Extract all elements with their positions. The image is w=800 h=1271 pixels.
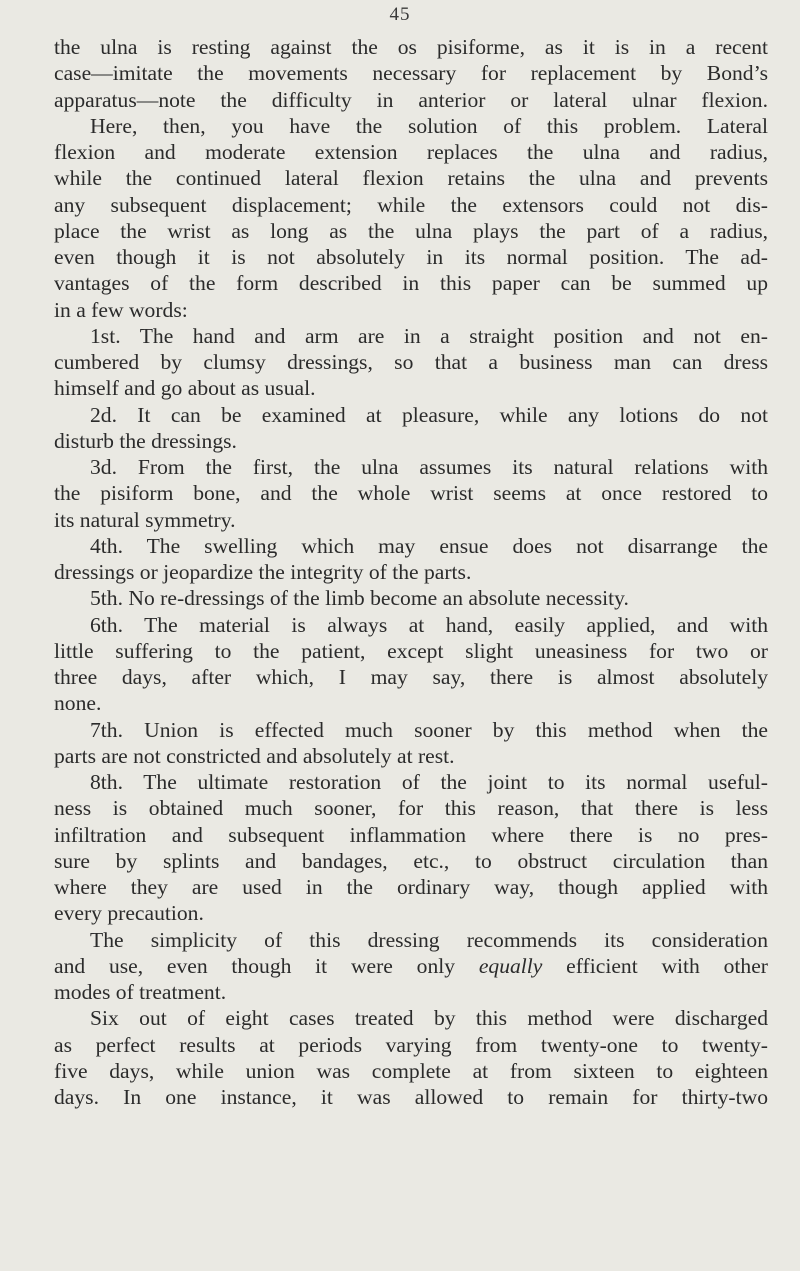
- text-line: where they are used in the ordinary way, though applied with: [54, 875, 768, 899]
- text-line: days. In one instance, it was allowed to remain for thirty-two: [54, 1085, 768, 1109]
- text-line: 2d. It can be examined at pleasure, while any lotions do not: [90, 402, 768, 427]
- text-line: 5th. No re-dressings of the limb become an absolute necessity.: [90, 586, 629, 611]
- text-line: as perfect results at periods varying from twenty-one to twenty-: [54, 1032, 768, 1057]
- text-line: himself and go about as usual.: [54, 376, 316, 401]
- text-line: 6th. The material is always at hand, easily applied, and with: [90, 612, 768, 637]
- text-line: 8th. The ultimate restoration of the joint to its normal useful-: [90, 770, 768, 794]
- text-line: The simplicity of this dressing recommends its consideration: [90, 927, 768, 952]
- text-line: infiltration and subsequent inflammation where there is no pres-: [54, 822, 768, 847]
- page-number: 45: [389, 4, 411, 25]
- text-line: dressings or jeopardize the integrity of the parts.: [54, 560, 472, 584]
- text-line: its natural symmetry.: [54, 507, 236, 532]
- text-line: parts are not constricted and absolutely at rest.: [54, 743, 455, 768]
- text-line: apparatus—note the difficulty in anterior or lateral ulnar flexion.: [54, 87, 768, 112]
- text-line: disturb the dressings.: [54, 428, 237, 453]
- text-line: sure by splints and bandages, etc., to obstruct circulation than: [54, 848, 768, 873]
- text-line: modes of treatment.: [54, 980, 227, 1004]
- text-line: 4th. The swelling which may ensue does not disarrange the: [90, 533, 768, 558]
- text-line: and use, even though it were only equally efficient with other: [54, 953, 768, 978]
- text-line: 3d. From the first, the ulna assumes its natural relations with: [90, 455, 768, 479]
- text-line: every precaution.: [54, 901, 204, 926]
- text-line: the pisiform bone, and the whole wrist seems at once restored to: [54, 481, 768, 506]
- text-line: little suffering to the patient, except slight uneasiness for two or: [54, 638, 768, 663]
- text-line: five days, while union was complete at from sixteen to eighteen: [54, 1058, 768, 1083]
- text-line: Here, then, you have the solution of this problem. Lateral: [90, 113, 768, 138]
- text-line: while the continued lateral flexion retains the ulna and prevents: [54, 166, 768, 191]
- text-line: 7th. Union is effected much sooner by this method when the: [90, 717, 768, 742]
- text-line: ness is obtained much sooner, for this reason, that there is less: [54, 796, 768, 821]
- text-line: case—imitate the movements necessary for replacement by Bond’s: [54, 61, 768, 86]
- text-line: in a few words:: [54, 297, 188, 322]
- text-line: three days, after which, I may say, there is almost absolutely: [54, 665, 768, 689]
- text-line: 1st. The hand and arm are in a straight position and not en-: [90, 323, 768, 348]
- body-text: [54, 34, 768, 1110]
- text-line: none.: [54, 691, 102, 716]
- text-line: cumbered by clumsy dressings, so that a business man can dress: [54, 350, 768, 374]
- text-line: Six out of eight cases treated by this method were discharged: [90, 1006, 768, 1031]
- text-line: even though it is not absolutely in its normal position. The ad-: [54, 245, 768, 269]
- text-line: flexion and moderate extension replaces the ulna and radius,: [54, 140, 768, 164]
- text-line: vantages of the form described in this paper can be summed up: [54, 271, 768, 296]
- text-line: any subsequent displacement; while the extensors could not dis-: [54, 192, 768, 217]
- text-line: the ulna is resting against the os pisiforme, as it is in a recent: [54, 35, 768, 59]
- text-line: place the wrist as long as the ulna plays the part of a radius,: [54, 218, 768, 243]
